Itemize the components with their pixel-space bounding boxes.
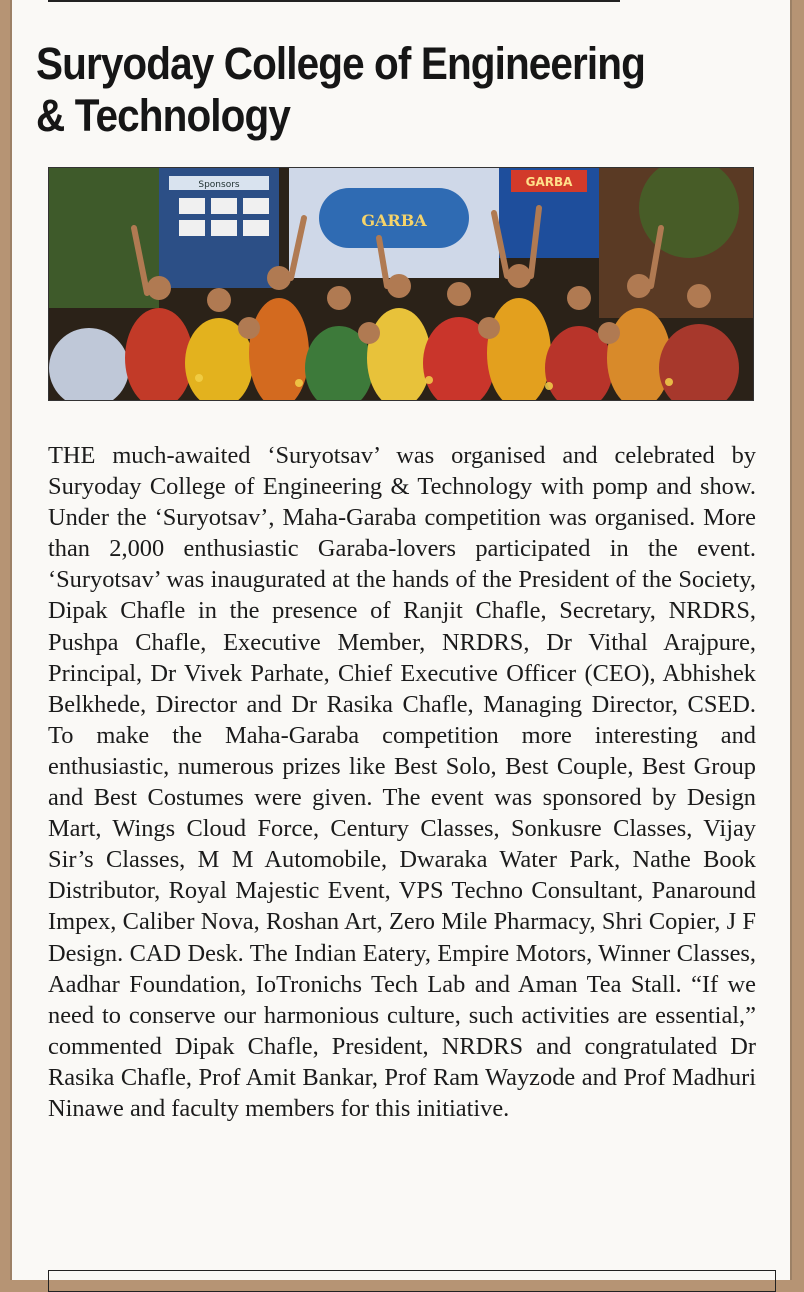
article-body: THE much-awaited ‘Suryotsav’ was organised and celebrated by Suryoday College of Engineering & Technology with pomp and show. Under the ‘Suryotsav’, Maha-Garaba competition was organised. More than 2,000 enthusiastic Garaba-lovers participated in the event. ‘Suryotsav’ was inaugurated at the hands of the President of the Society, Dipak Chafle in the presence of Ranjit Chafle, Secretary, NRDRS, Pushpa Chafle, Executive Member, NRDRS, Dr Vithal Arajpure, Principal, Dr Vivek Parhate, Chief Executive Officer (CEO), Abhishek Belkhede, Director and Dr Rasika Chafle, Managing Director, CSED. To make the Maha-Garaba competition more interesting and enthusiastic, numerous prizes like Best Solo, Best Couple, Best Group and Best Costumes were given. The event was sponsored by Design Mart, Wings Cloud Force, Century Classes, Sonkusre Classes, Vijay Sir’s Classes, M M Automobile, Dwaraka Water Park, Nathe Book Distributor, Royal Majestic Event, VPS Techno Consultant, Panaround Impex, Caliber Nova, Roshan Art, Zero Mile Pharmacy, Shri Copier, J F Design. CAD Desk. The Indian Eatery, Empire Motors, Winner Classes, Aadhar Foundation, IoTronichs Tech Lab and Aman Tea Stall. “If we need to conserve our harmonious culture, such activities are essential,” commented Dipak Chafle, President, NRDRS and congratulated Dr Rasika Chafle, Prof Amit Bankar, Prof Ram Wayzode and Prof Madhuri Ninawe and faculty members for this initiative. <box>48 442 756 1122</box>
banner-right-text: GARBA <box>525 175 573 189</box>
banner-center-text: GARBA <box>361 211 427 230</box>
article-headline: Suryoday College of Engineering & Technology <box>36 38 645 141</box>
banner-left-text: Sponsors <box>198 180 240 190</box>
top-divider <box>48 0 620 2</box>
next-article-box <box>48 1270 776 1292</box>
event-photo <box>48 167 754 401</box>
